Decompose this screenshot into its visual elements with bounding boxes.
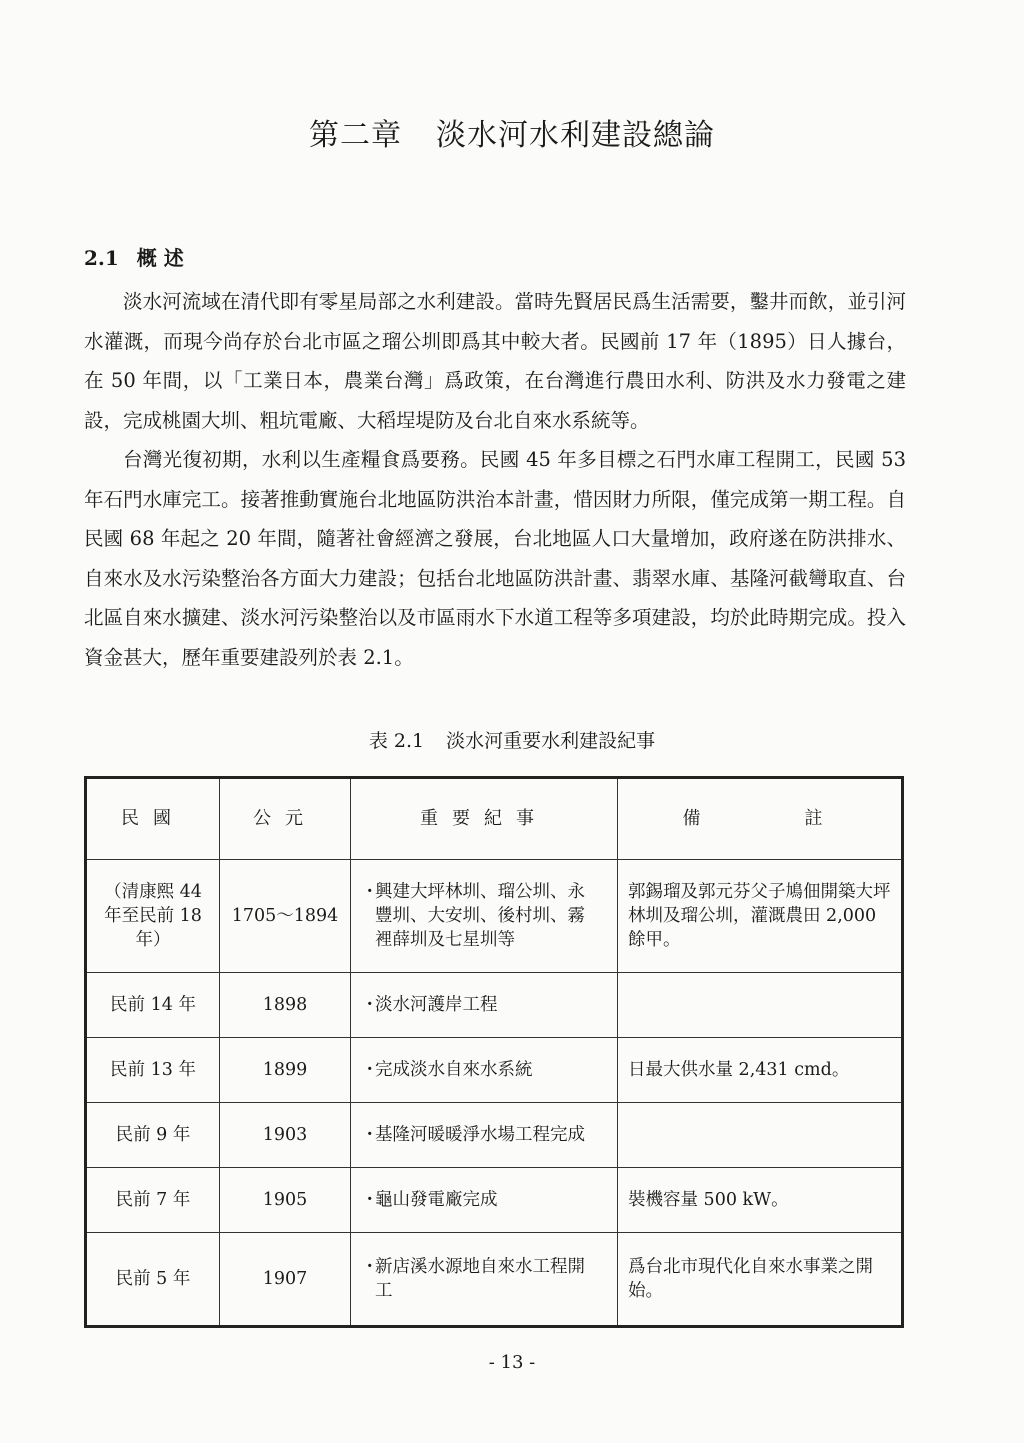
- section-heading: [84, 242, 184, 271]
- cell-note: 郭錫瑠及郭元芬父子鳩佃開築大坪林圳及瑠公圳，灌溉農田 2,000 餘甲。: [618, 860, 903, 973]
- cell-event: ・基隆河暖暖淨水場工程完成: [351, 1103, 618, 1168]
- table-row: [86, 1103, 903, 1168]
- chapter-number: 第二章: [309, 118, 402, 153]
- cell-event: ・淡水河護岸工程: [351, 973, 618, 1038]
- header-roc: 民國: [86, 778, 220, 860]
- table-row: [86, 1038, 903, 1103]
- table-caption-title: 淡水河重要水利建設紀事: [446, 730, 656, 752]
- cell-ad: 1899: [220, 1038, 351, 1103]
- cell-event: ・完成淡水自來水系統: [351, 1038, 618, 1103]
- table-caption: [0, 726, 1024, 753]
- bullet-icon: ・: [361, 1060, 379, 1080]
- cell-ad: 1903: [220, 1103, 351, 1168]
- cell-roc: 民前 9 年: [86, 1103, 220, 1168]
- cell-roc: 民前 14 年: [86, 973, 220, 1038]
- cell-note: 裝機容量 500 kW。: [618, 1168, 903, 1233]
- cell-roc: 民前 13 年: [86, 1038, 220, 1103]
- chapter-title: [0, 110, 1024, 154]
- table-row: [86, 1168, 903, 1233]
- cell-roc: （清康熙 44 年至民前 18 年）: [86, 860, 220, 973]
- cell-ad: 1898: [220, 973, 351, 1038]
- cell-roc: 民前 7 年: [86, 1168, 220, 1233]
- section-number: 2.1: [84, 246, 119, 270]
- chronology-table: [84, 776, 904, 1328]
- bullet-icon: ・: [361, 1257, 379, 1277]
- cell-note: [618, 1103, 903, 1168]
- header-note: 備 註: [618, 778, 903, 860]
- bullet-icon: ・: [361, 1125, 379, 1145]
- bullet-icon: ・: [361, 1190, 379, 1210]
- table-header-row: [86, 778, 903, 860]
- cell-note: 日最大供水量 2,431 cmd。: [618, 1038, 903, 1103]
- cell-note: [618, 973, 903, 1038]
- cell-event: ・興建大坪林圳、瑠公圳、永豐圳、大安圳、後村圳、霧裡薛圳及七星圳等: [351, 860, 618, 973]
- section-title: 概 述: [136, 246, 184, 270]
- bullet-icon: ・: [361, 882, 379, 902]
- paragraph: 淡水河流域在清代即有零星局部之水利建設。當時先賢居民爲生活需要，鑿井而飲，並引河水灌溉，而現今尚存於台北市區之瑠公圳即爲其中較大者。民國前 17 年（1895）日人據台，在 50 年間，以「工業日本，農業台灣」爲政策，在台灣進行農田水利、防洪及水力發電之建設，完成桃園大圳、粗坑電廠、大稻埕堤防及台北自來水系統等。: [84, 290, 906, 432]
- cell-ad: 1905: [220, 1168, 351, 1233]
- cell-note: 爲台北市現代化自來水事業之開始。: [618, 1233, 903, 1327]
- table-row: [86, 860, 903, 973]
- header-ad: 公元: [220, 778, 351, 860]
- table-caption-number: 表 2.1: [368, 730, 425, 752]
- cell-ad: 1907: [220, 1233, 351, 1327]
- cell-event: ・龜山發電廠完成: [351, 1168, 618, 1233]
- table-row: [86, 973, 903, 1038]
- cell-event: ・新店溪水源地自來水工程開工: [351, 1233, 618, 1327]
- page-number: - 13 -: [488, 1352, 536, 1373]
- header-event: 重要紀事: [351, 778, 618, 860]
- cell-ad: 1705～1894: [220, 860, 351, 973]
- cell-roc: 民前 5 年: [86, 1233, 220, 1327]
- bullet-icon: ・: [361, 995, 379, 1015]
- paragraph: 台灣光復初期，水利以生產糧食爲要務。民國 45 年多目標之石門水庫工程開工，民國 53 年石門水庫完工。接著推動實施台北地區防洪治本計畫，惜因財力所限，僅完成第一期工程。自民國 68 年起之 20 年間，隨著社會經濟之發展，台北地區人口大量增加，政府遂在防洪排水、自來水及水污染整治各方面大力建設；包括台北地區防洪計畫、翡翠水庫、基隆河截彎取直、台北區自來水擴建、淡水河污染整治以及市區雨水下水道工程等多項建設，均於此時期完成。投入資金甚大，歷年重要建設列於表 2.1。: [84, 448, 906, 669]
- chapter-name: 淡水河水利建設總論: [436, 118, 715, 153]
- table-row: [86, 1233, 903, 1327]
